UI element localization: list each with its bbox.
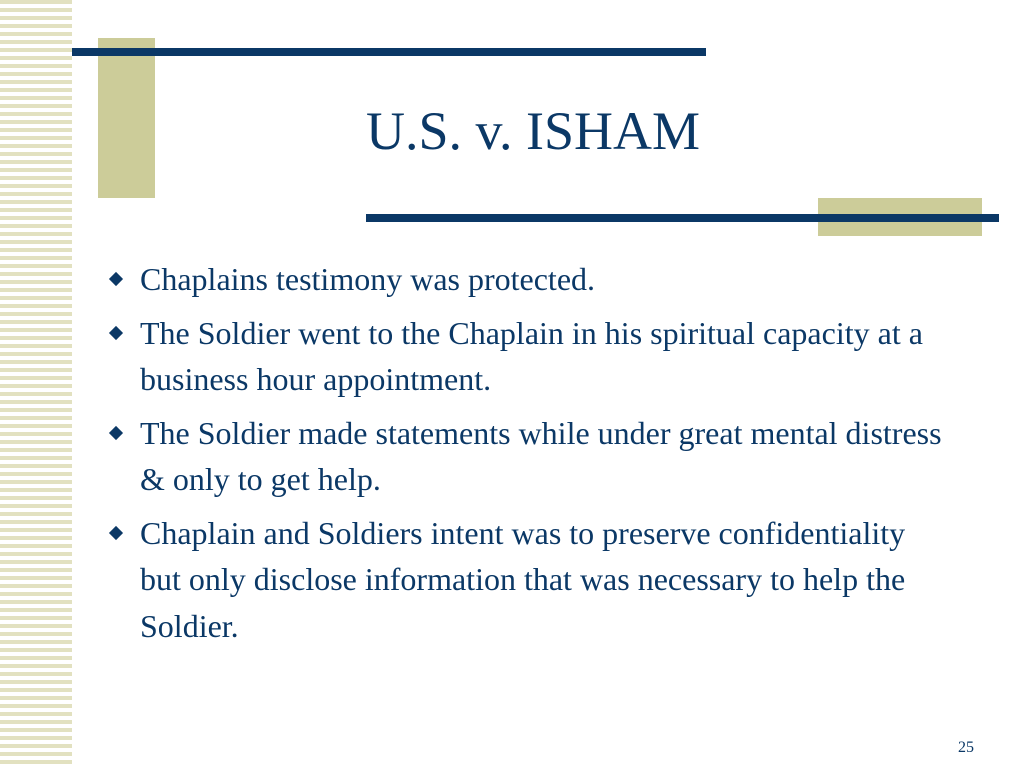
bullet-text: Chaplain and Soldiers intent was to preserve confidentiality but only disclose information that was necessary to help the Soldier. xyxy=(140,514,906,644)
diamond-bullet-icon xyxy=(109,272,123,286)
diamond-bullet-icon xyxy=(109,525,123,539)
decorative-rule-top xyxy=(72,48,706,56)
bullet-item xyxy=(104,410,944,503)
diamond-bullet-icon xyxy=(109,325,123,339)
slide-title: U.S. v. ISHAM xyxy=(366,101,701,161)
decorative-accent-block-left xyxy=(98,38,155,198)
bullet-text: The Soldier went to the Chaplain in his spiritual capacity at a business hour appointment. xyxy=(140,314,923,397)
bullet-text: Chaplains testimony was protected. xyxy=(140,261,596,297)
bullet-text: The Soldier made statements while under great mental distress & only to get help. xyxy=(140,414,942,497)
bullet-item xyxy=(104,310,944,403)
bullet-item xyxy=(104,510,944,650)
diamond-bullet-icon xyxy=(109,425,123,439)
bullet-list xyxy=(104,256,944,656)
bullet-item xyxy=(104,256,944,303)
decorative-rule-bottom xyxy=(366,214,999,222)
page-number: 25 xyxy=(958,739,974,756)
decorative-side-stripes xyxy=(0,0,72,768)
